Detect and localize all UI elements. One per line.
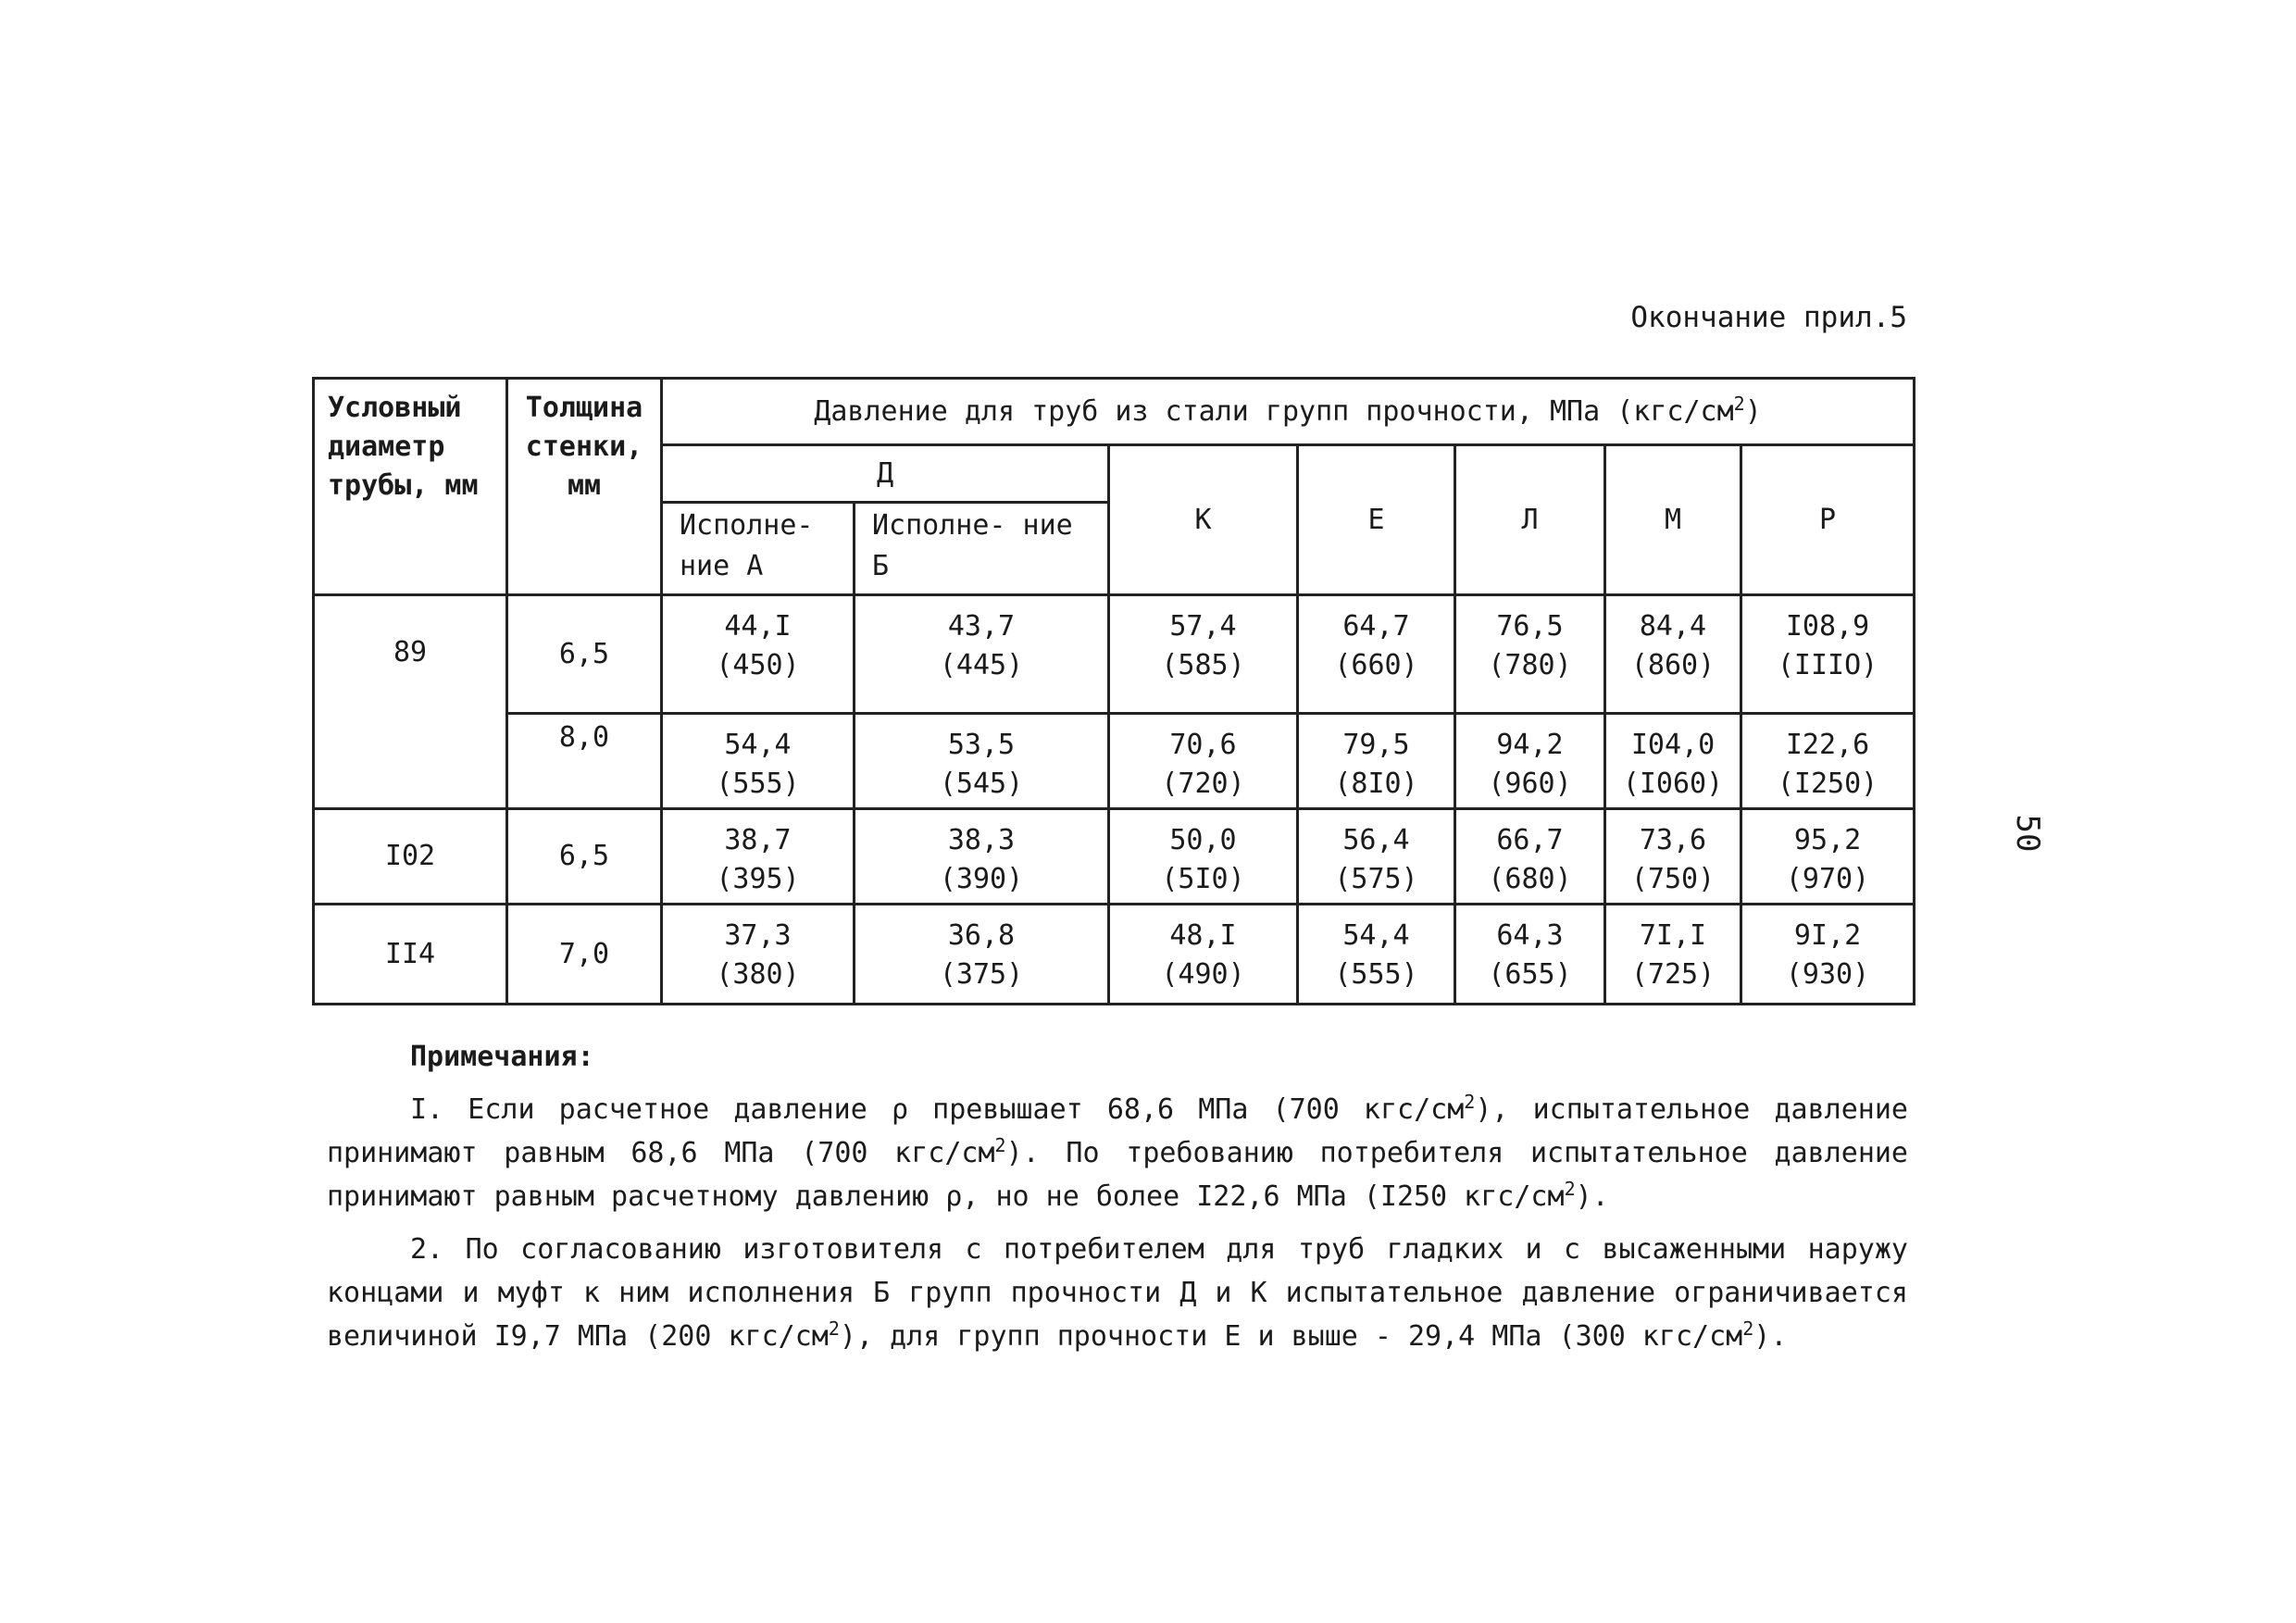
header-variant-a: Исполне- ние А (662, 503, 855, 595)
value-kgf: (490) (1161, 958, 1245, 991)
value-mpa: 95,2 (1793, 824, 1862, 856)
diameter-cell: 89 (314, 595, 507, 809)
value-kgf: (375) (939, 958, 1024, 991)
value-mpa: 56,4 (1342, 824, 1410, 856)
value-kgf: (5I0) (1161, 863, 1245, 895)
table-row (314, 714, 1915, 809)
value-mpa: 37,3 (724, 919, 792, 952)
value-kgf: (555) (1334, 958, 1418, 991)
value-kgf: (725) (1630, 958, 1716, 991)
notes-section (327, 1035, 1908, 1367)
value-kgf: (575) (1334, 863, 1418, 895)
value-cell (1605, 714, 1741, 809)
value-mpa: 43,7 (947, 610, 1016, 643)
value-mpa: 79,5 (1342, 729, 1410, 761)
diameter-cell: I02 (314, 809, 507, 905)
pressure-table (312, 377, 1915, 1005)
header-group-r: Р (1741, 445, 1915, 595)
value-mpa: 53,5 (947, 729, 1016, 761)
value-cell (1741, 595, 1915, 714)
header-group-m: М (1605, 445, 1741, 595)
note-sup: 2 (1564, 1178, 1576, 1200)
value-mpa: I22,6 (1785, 729, 1870, 761)
value-cell (1741, 905, 1915, 1005)
note-sup: 2 (1464, 1091, 1476, 1113)
value-cell (1455, 809, 1605, 905)
header-pressure (662, 379, 1915, 445)
value-mpa: 94,2 (1496, 729, 1564, 761)
note-sup: 2 (1742, 1317, 1754, 1340)
value-cell (662, 809, 855, 905)
value-kgf: (8I0) (1334, 768, 1418, 800)
value-kgf: (450) (716, 649, 800, 681)
header-pressure-text: Давление для труб из стали групп прочности, МПа (кгс/см (814, 394, 1734, 428)
note-1-part-c: ). По требованию потребителя испытательное давление принимают равным расчетному давлению ρ, но не более I22,6 МПа (I250 кгс/см (327, 1137, 1908, 1213)
value-cell (1455, 714, 1605, 809)
page-number: 50 (2009, 814, 2046, 853)
value-kgf: (680) (1488, 863, 1572, 895)
value-cell (1741, 809, 1915, 905)
value-kgf: (395) (716, 863, 800, 895)
value-kgf: (IIIO) (1777, 649, 1878, 681)
value-cell (1109, 809, 1298, 905)
value-cell (1298, 809, 1455, 905)
value-cell (662, 905, 855, 1005)
value-mpa: 50,0 (1169, 824, 1237, 856)
note-2-part-c: ). (1753, 1320, 1788, 1353)
note-sup: 2 (828, 1317, 840, 1340)
value-mpa: I08,9 (1785, 610, 1870, 643)
header-group-d: Д (662, 445, 1109, 503)
value-kgf: (I250) (1777, 768, 1878, 800)
appendix-reference: Окончание прил.5 (1630, 301, 1907, 334)
value-mpa: 57,4 (1169, 610, 1237, 643)
value-kgf: (555) (716, 768, 800, 800)
value-cell (1298, 905, 1455, 1005)
value-kgf: (660) (1334, 649, 1418, 681)
value-mpa: 54,4 (1342, 919, 1410, 952)
value-mpa: 36,8 (947, 919, 1016, 952)
header-pressure-sup: 2 (1733, 392, 1745, 415)
thickness-cell: 7,0 (507, 905, 662, 1005)
value-mpa: 9I,2 (1793, 919, 1862, 952)
note-1-part-d: ). (1575, 1180, 1609, 1213)
value-cell (1109, 595, 1298, 714)
value-mpa: 66,7 (1496, 824, 1564, 856)
value-mpa: 64,7 (1342, 610, 1410, 643)
value-kgf: (380) (716, 958, 800, 991)
value-cell (1455, 595, 1605, 714)
value-mpa: 48,I (1169, 919, 1237, 952)
value-kgf: (750) (1630, 863, 1716, 895)
note-2-part-b: ), для групп прочности Е и выше - 29,4 МПа (300 кгс/см (839, 1320, 1743, 1353)
value-mpa: 44,I (724, 610, 792, 643)
value-cell (1298, 595, 1455, 714)
value-cell (1455, 905, 1605, 1005)
value-mpa: 84,4 (1639, 610, 1707, 643)
header-group-k: К (1109, 445, 1298, 595)
note-1-part-a: I. Если расчетное давление ρ превышает 68,6 МПа (700 кгс/см (410, 1093, 1465, 1126)
table-row (314, 809, 1915, 905)
value-cell (1741, 714, 1915, 809)
value-cell (1605, 809, 1741, 905)
value-cell (855, 714, 1109, 809)
note-2 (327, 1228, 1908, 1358)
value-cell (1109, 905, 1298, 1005)
value-mpa: 38,3 (947, 824, 1016, 856)
diameter-cell: II4 (314, 905, 507, 1005)
value-kgf: (445) (939, 649, 1024, 681)
header-group-l: Л (1455, 445, 1605, 595)
header-diameter: Условный диаметр трубы, мм (314, 379, 507, 595)
value-cell (1605, 595, 1741, 714)
value-cell (855, 595, 1109, 714)
note-sup: 2 (994, 1134, 1006, 1156)
header-variant-b: Исполне- ние Б (855, 503, 1109, 595)
thickness-cell: 8,0 (507, 714, 662, 809)
value-mpa: 70,6 (1169, 729, 1237, 761)
thickness-cell: 6,5 (507, 595, 662, 714)
table-row (314, 595, 1915, 714)
value-kgf: (655) (1488, 958, 1572, 991)
value-cell (662, 714, 855, 809)
header-pressure-close: ) (1744, 394, 1762, 428)
header-thickness: Толщина стенки, мм (507, 379, 662, 595)
note-1 (327, 1088, 1908, 1218)
notes-title: Примечания: (410, 1041, 594, 1073)
note-1-part-b: ), испытательное давление принимают равным 68,6 МПа (700 кгс/см (327, 1093, 1908, 1169)
value-kgf: (390) (939, 863, 1024, 895)
note-2-part-a: 2. По согласованию изготовителя с потребителем для труб гладких и с высаженными наружу концами и муфт к ним исполнения Б групп прочности Д и К испытательное давление ограничивается величиной I9,7 МПа (200 кгс/см (327, 1233, 1908, 1353)
value-kgf: (585) (1161, 649, 1245, 681)
value-kgf: (970) (1785, 863, 1870, 895)
value-mpa: 76,5 (1496, 610, 1564, 643)
value-cell (855, 905, 1109, 1005)
value-mpa: 54,4 (724, 729, 792, 761)
table-row (314, 905, 1915, 1005)
value-mpa: 7I,I (1639, 919, 1707, 952)
value-kgf: (720) (1161, 768, 1245, 800)
value-cell (662, 595, 855, 714)
value-kgf: (780) (1488, 649, 1572, 681)
value-kgf: (I060) (1622, 768, 1724, 800)
value-cell (1109, 714, 1298, 809)
header-group-e: Е (1298, 445, 1455, 595)
value-kgf: (960) (1488, 768, 1572, 800)
value-cell (1605, 905, 1741, 1005)
value-mpa: 64,3 (1496, 919, 1564, 952)
value-cell (1298, 714, 1455, 809)
value-kgf: (930) (1785, 958, 1870, 991)
value-kgf: (860) (1630, 649, 1716, 681)
value-mpa: 73,6 (1639, 824, 1707, 856)
thickness-cell: 6,5 (507, 809, 662, 905)
value-kgf: (545) (939, 768, 1024, 800)
value-mpa: I04,0 (1630, 729, 1716, 761)
value-cell (855, 809, 1109, 905)
value-mpa: 38,7 (724, 824, 792, 856)
